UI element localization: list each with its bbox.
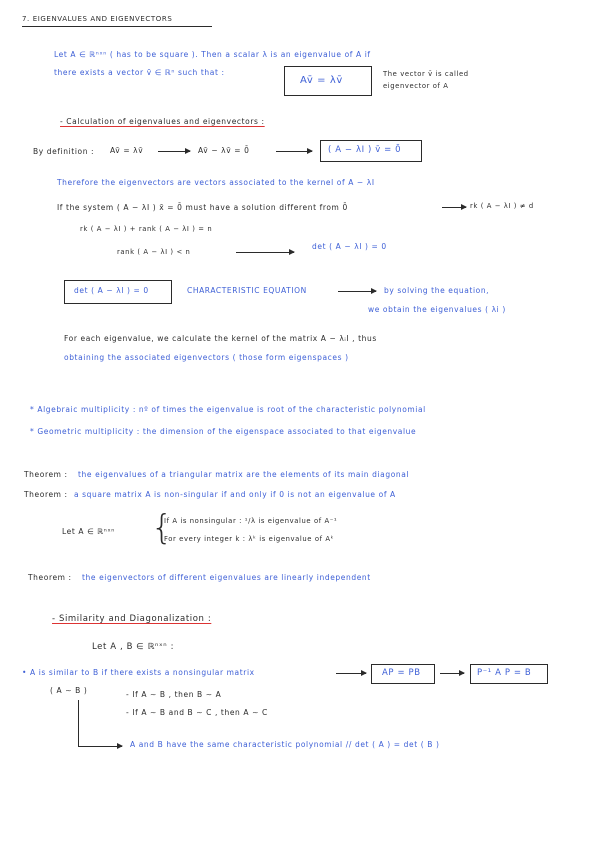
title-underline [22, 26, 212, 27]
solve-line-1: by solving the equation, [384, 286, 490, 295]
theorem-1-label: Theorem : [24, 470, 68, 479]
theorem-1-text: the eigenvalues of a triangular matrix are the elements of its main diagonal [78, 470, 410, 479]
system-statement: If the system ( A − λI ) x̄ = 0̄ must have a solution different from 0̄ [57, 203, 348, 212]
definition-line-1: Let A ∈ ℝⁿˣⁿ ( has to be square ). Then a scalar λ is an eigenvalue of A if [54, 50, 371, 59]
characteristic-equation: det ( A − λI ) = 0 [74, 286, 149, 295]
theorem-case-2: For every integer k : λᵏ is eigenvalue of Aᵏ [164, 535, 335, 543]
calculation-heading: - Calculation of eigenvalues and eigenvectors : [60, 117, 265, 126]
definition-eq-2: Av̄ − λv̄ = 0̄ [198, 146, 250, 155]
arrow-6 [336, 673, 366, 674]
arrow-3 [442, 207, 466, 208]
characteristic-polynomial-note: A and B have the same characteristic polynomial // det ( A ) = det ( B ) [130, 740, 440, 749]
arrow-1 [158, 151, 190, 152]
definition-line-2: there exists a vector v̄ ∈ ℝⁿ such that : [54, 68, 225, 77]
similarity-heading: - Similarity and Diagonalization : [52, 614, 212, 624]
each-eigenvalue-line-1: For each eigenvalue, we calculate the kernel of the matrix A − λᵢI , thus [64, 334, 377, 343]
rank-nullity-line: rk ( A − λI ) + rank ( A − λI ) = n [80, 225, 213, 233]
similarity-formula-1: AP = PB [382, 668, 421, 678]
theorem-3-text: the eigenvectors of different eigenvalues are linearly independent [82, 573, 371, 582]
geometric-multiplicity: * Geometric multiplicity : the dimension of the eigenspace associated to that eigenvalue [30, 427, 417, 436]
each-eigenvalue-line-2: obtaining the associated eigenvectors ( those form eigenspaces ) [64, 353, 349, 362]
similarity-let: Let A , B ∈ ℝⁿˣⁿ : [92, 642, 175, 652]
curly-brace: { [151, 508, 173, 548]
characteristic-equation-label: CHARACTERISTIC EQUATION [187, 286, 307, 295]
arrow-4 [236, 252, 294, 253]
theorem-2-label: Theorem : [24, 490, 68, 499]
definition-eq-1: Av̄ = λv̄ [110, 146, 144, 155]
arrow-5 [338, 291, 376, 292]
page-title: 7. EIGENVALUES AND EIGENVECTORS [22, 15, 173, 23]
arrow-7 [440, 673, 464, 674]
similarity-formula-2: P⁻¹ A P = B [477, 668, 532, 678]
eigen-equation: Av̄ = λv̄ [300, 75, 343, 86]
similarity-definition: • A is similar to B if there exists a nonsingular matrix [22, 668, 255, 677]
arrow-2 [276, 151, 312, 152]
solve-line-2: we obtain the eigenvalues ( λi ) [368, 305, 506, 314]
algebraic-multiplicity: * Algebraic multiplicity : nº of times the eigenvalue is root of the characteristic polynomial [30, 405, 426, 414]
kernel-equation: ( A − λI ) v̄ = 0̄ [328, 145, 402, 155]
similarity-property-2: - If A ∼ B and B ∼ C , then A ∼ C [126, 708, 268, 717]
similarity-notation: ( A ∼ B ) [50, 686, 88, 695]
bracket-vertical-line [78, 700, 79, 746]
eigenvector-note-2: eigenvector of A [383, 82, 449, 90]
theorem-case-1: If A is nonsingular : ¹/λ is eigenvalue of A⁻¹ [164, 517, 338, 525]
theorem-3-label: Theorem : [28, 573, 72, 582]
by-definition-label: By definition : [33, 147, 95, 156]
therefore-statement: Therefore the eigenvectors are vectors associated to the kernel of A − λI [57, 178, 375, 187]
det-result: det ( A − λI ) = 0 [312, 242, 387, 251]
rank-condition: rk ( A − λI ) ≠ d [470, 202, 534, 210]
theorem-let-statement: Let A ∈ ℝⁿˣⁿ [62, 527, 115, 536]
eigenvector-note-1: The vector v̄ is called [383, 70, 469, 78]
arrow-8 [78, 746, 122, 747]
rank-inequality-line: rank ( A − λI ) < n [117, 248, 191, 256]
similarity-property-1: - If A ∼ B , then B ∼ A [126, 690, 222, 699]
theorem-2-text: a square matrix A is non-singular if and only if 0 is not an eigenvalue of A [74, 490, 396, 499]
